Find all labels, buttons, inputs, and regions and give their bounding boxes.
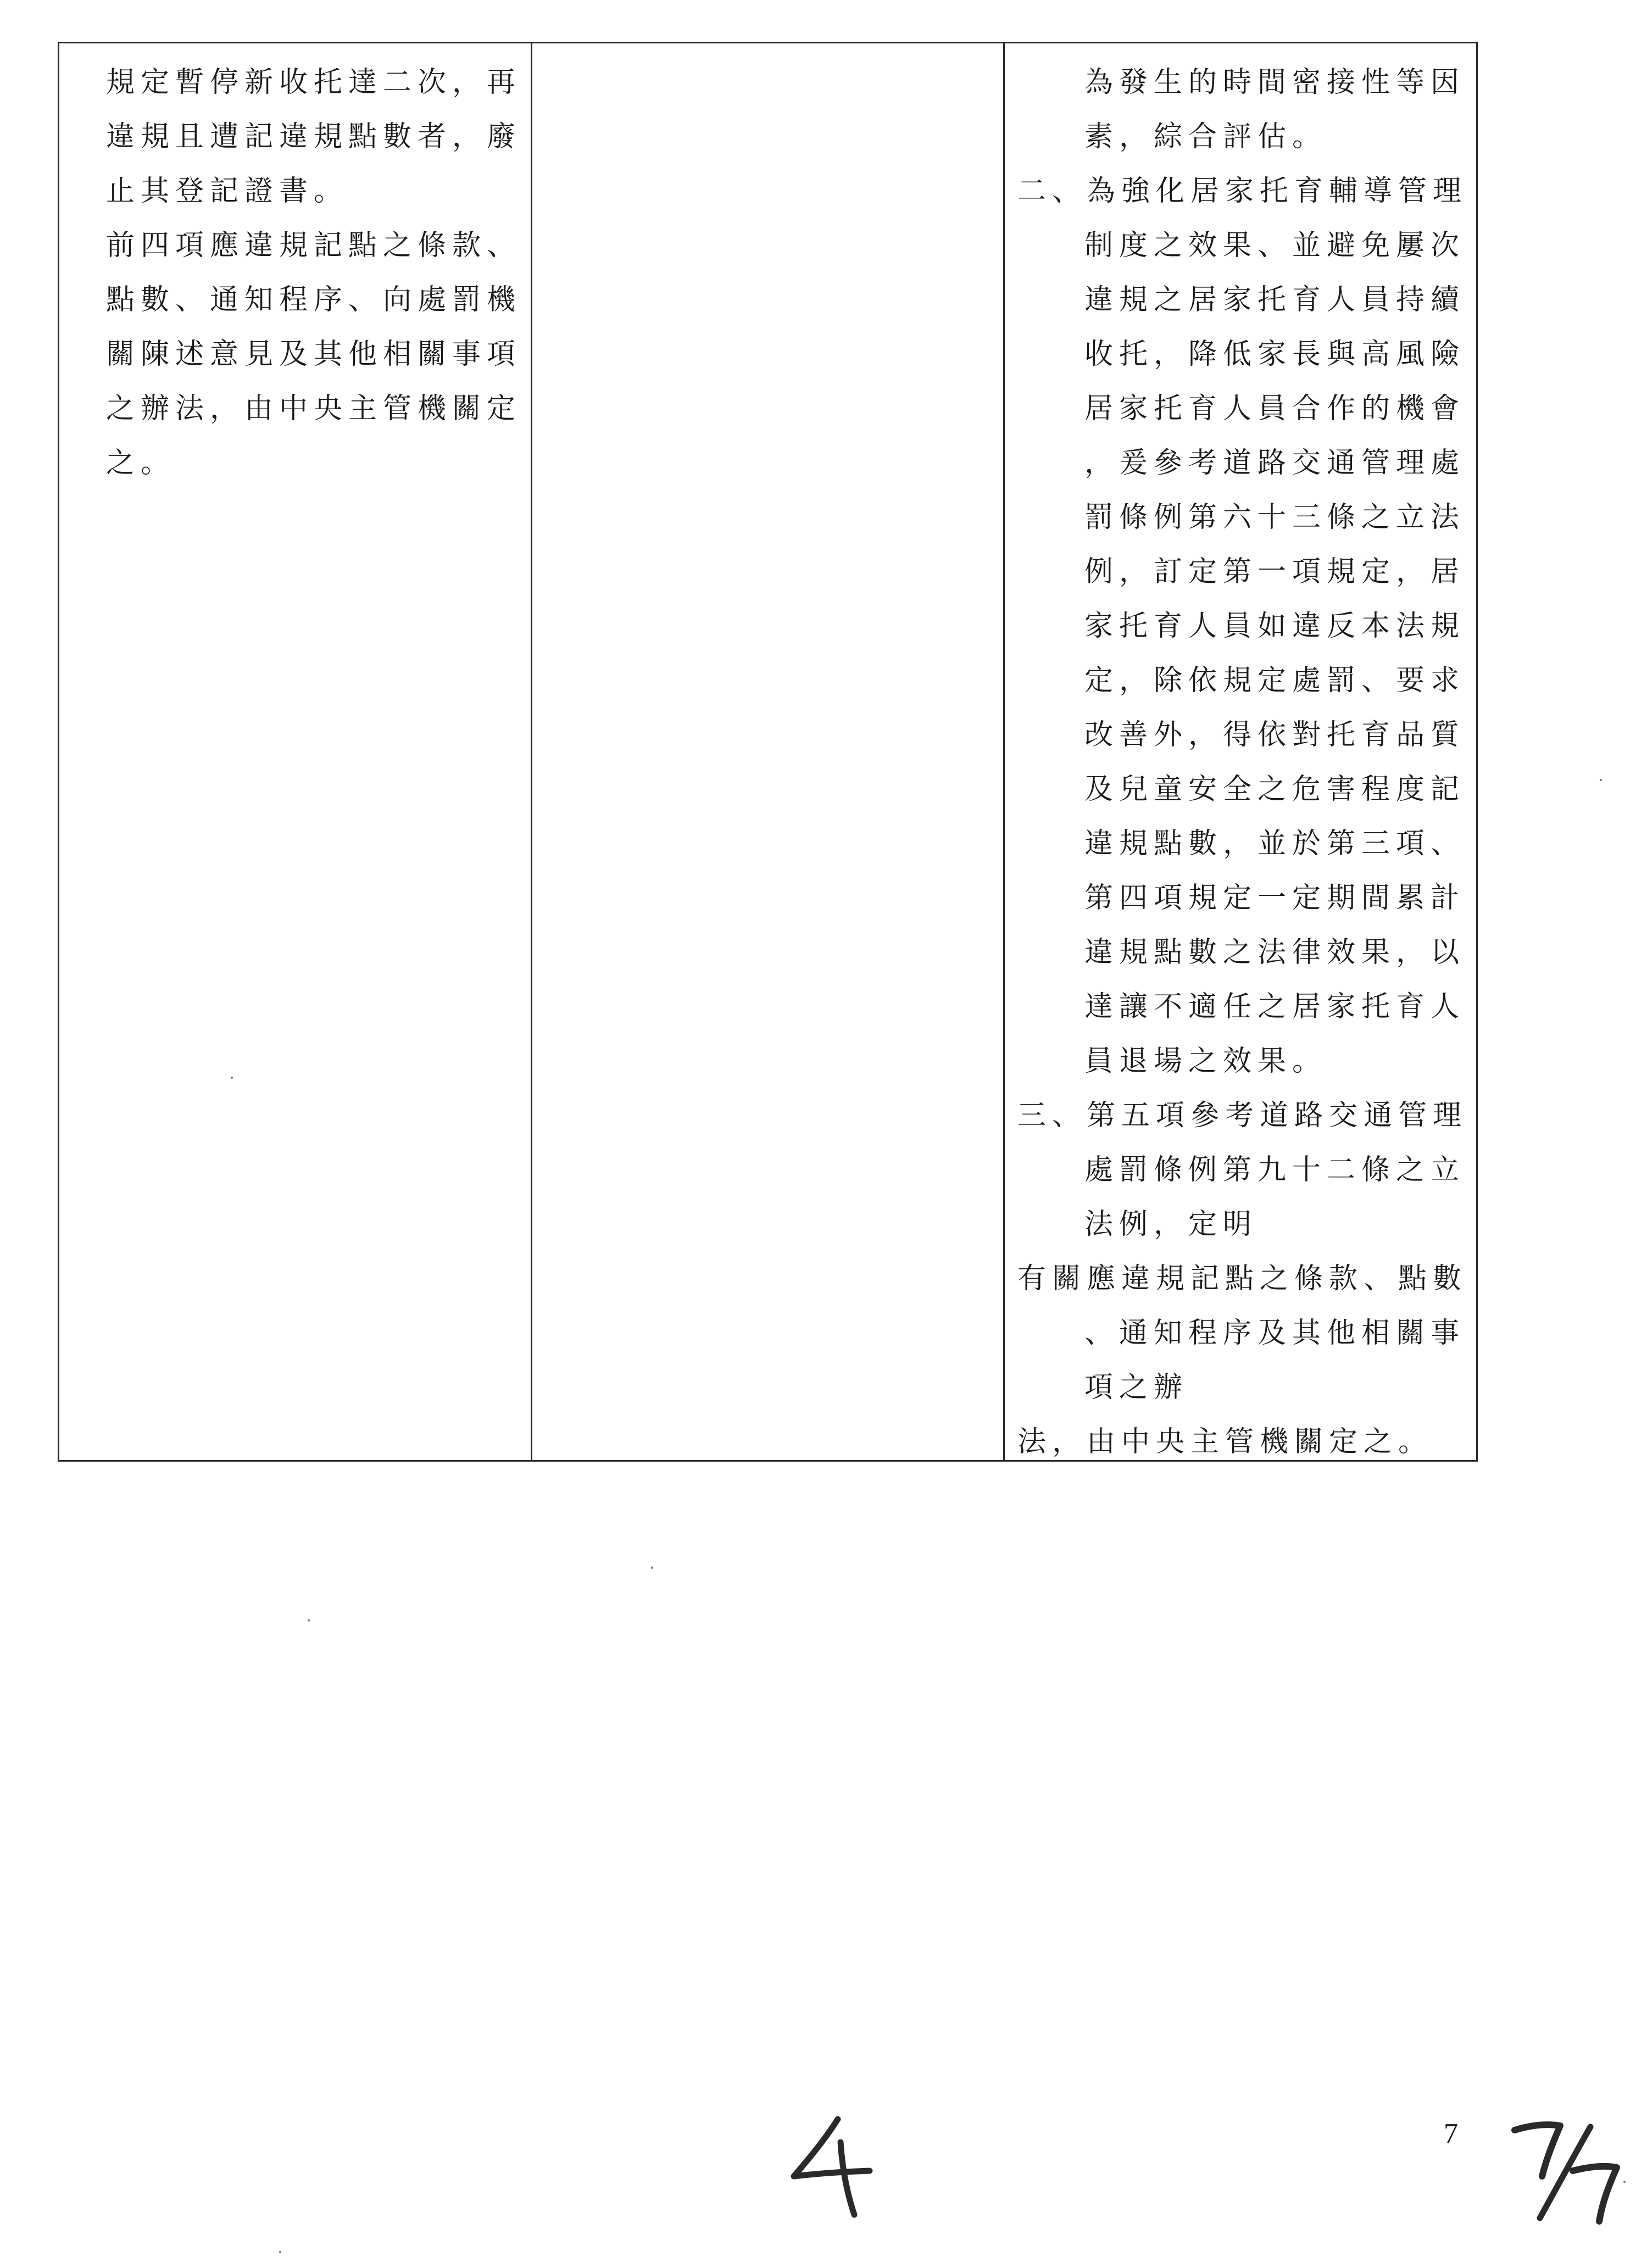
text-line: 罰條例第六十三條之立法 <box>1084 501 1466 534</box>
handwritten-fraction <box>1508 2115 1626 2227</box>
text-line: 止其登記證書。 <box>106 175 349 208</box>
text-line: 之辦法，由中央主管機關定 <box>106 392 522 425</box>
handwritten-four <box>772 2109 887 2219</box>
comparison-table <box>58 42 1478 1462</box>
scan-speck <box>308 1619 310 1621</box>
text-line: 、通知程序及其他相關事 <box>1084 1317 1466 1350</box>
text-line: 定，除依規定處罰、要求 <box>1084 664 1466 697</box>
text-line: 違規之居家托育人員持續 <box>1084 283 1466 316</box>
column-divider <box>1003 43 1005 1460</box>
column-explanation <box>1017 55 1468 1469</box>
text-line: 項之辦 <box>1084 1371 1189 1404</box>
text-line: 違規且遭記違規點數者，廢 <box>106 120 522 153</box>
text-line: 前四項應違規記點之條款、 <box>106 229 522 262</box>
text-line: 違規點數，並於第三項、 <box>1084 827 1466 860</box>
text-line: 例，訂定第一項規定，居 <box>1084 555 1466 588</box>
text-line: 之。 <box>106 447 176 480</box>
text-line: 二、為強化居家托育輔導管理 <box>1017 175 1468 208</box>
text-line: 法，由中央主管機關定之。 <box>1017 1425 1433 1458</box>
column-amended-text <box>106 55 522 491</box>
text-line: 為發生的時間密接性等因 <box>1084 66 1466 99</box>
scan-speck <box>1600 779 1602 781</box>
scan-speck <box>279 2251 281 2253</box>
text-line: 三、第五項參考道路交通管理 <box>1017 1099 1468 1132</box>
text-line: 家托育人員如違反本法規 <box>1084 610 1466 643</box>
column-divider <box>531 43 532 1460</box>
text-line: 違規點數之法律效果，以 <box>1084 936 1466 969</box>
text-line: 點數、通知程序、向處罰機 <box>106 283 522 316</box>
text-line: 制度之效果、並避免屢次 <box>1084 229 1466 262</box>
page-number: 7 <box>1444 2118 1458 2149</box>
scan-speck <box>1623 2181 1626 2183</box>
text-line: 居家托育人員合作的機會 <box>1084 392 1466 425</box>
text-line: 達讓不適任之居家托育人 <box>1084 990 1466 1023</box>
text-line: 收托，降低家長與高風險 <box>1084 338 1466 371</box>
text-line: 有關應違規記點之條款、點數 <box>1017 1262 1468 1295</box>
text-line: 素，綜合評估。 <box>1084 120 1327 153</box>
text-line: 處罰條例第九十二條之立 <box>1084 1153 1466 1186</box>
text-line: 改善外，得依對托育品質 <box>1084 718 1466 751</box>
scan-speck <box>231 1077 233 1079</box>
text-line: 第四項規定一定期間累計 <box>1084 882 1466 915</box>
text-line: 規定暫停新收托達二次，再 <box>106 66 522 99</box>
text-line: 及兒童安全之危害程度記 <box>1084 773 1466 806</box>
scan-speck <box>651 1567 653 1569</box>
text-line: 員退場之效果。 <box>1084 1045 1327 1078</box>
text-line: 關陳述意見及其他相關事項 <box>106 338 522 371</box>
text-line: ，爰參考道路交通管理處 <box>1084 447 1466 480</box>
text-line: 法例，定明 <box>1084 1208 1258 1241</box>
